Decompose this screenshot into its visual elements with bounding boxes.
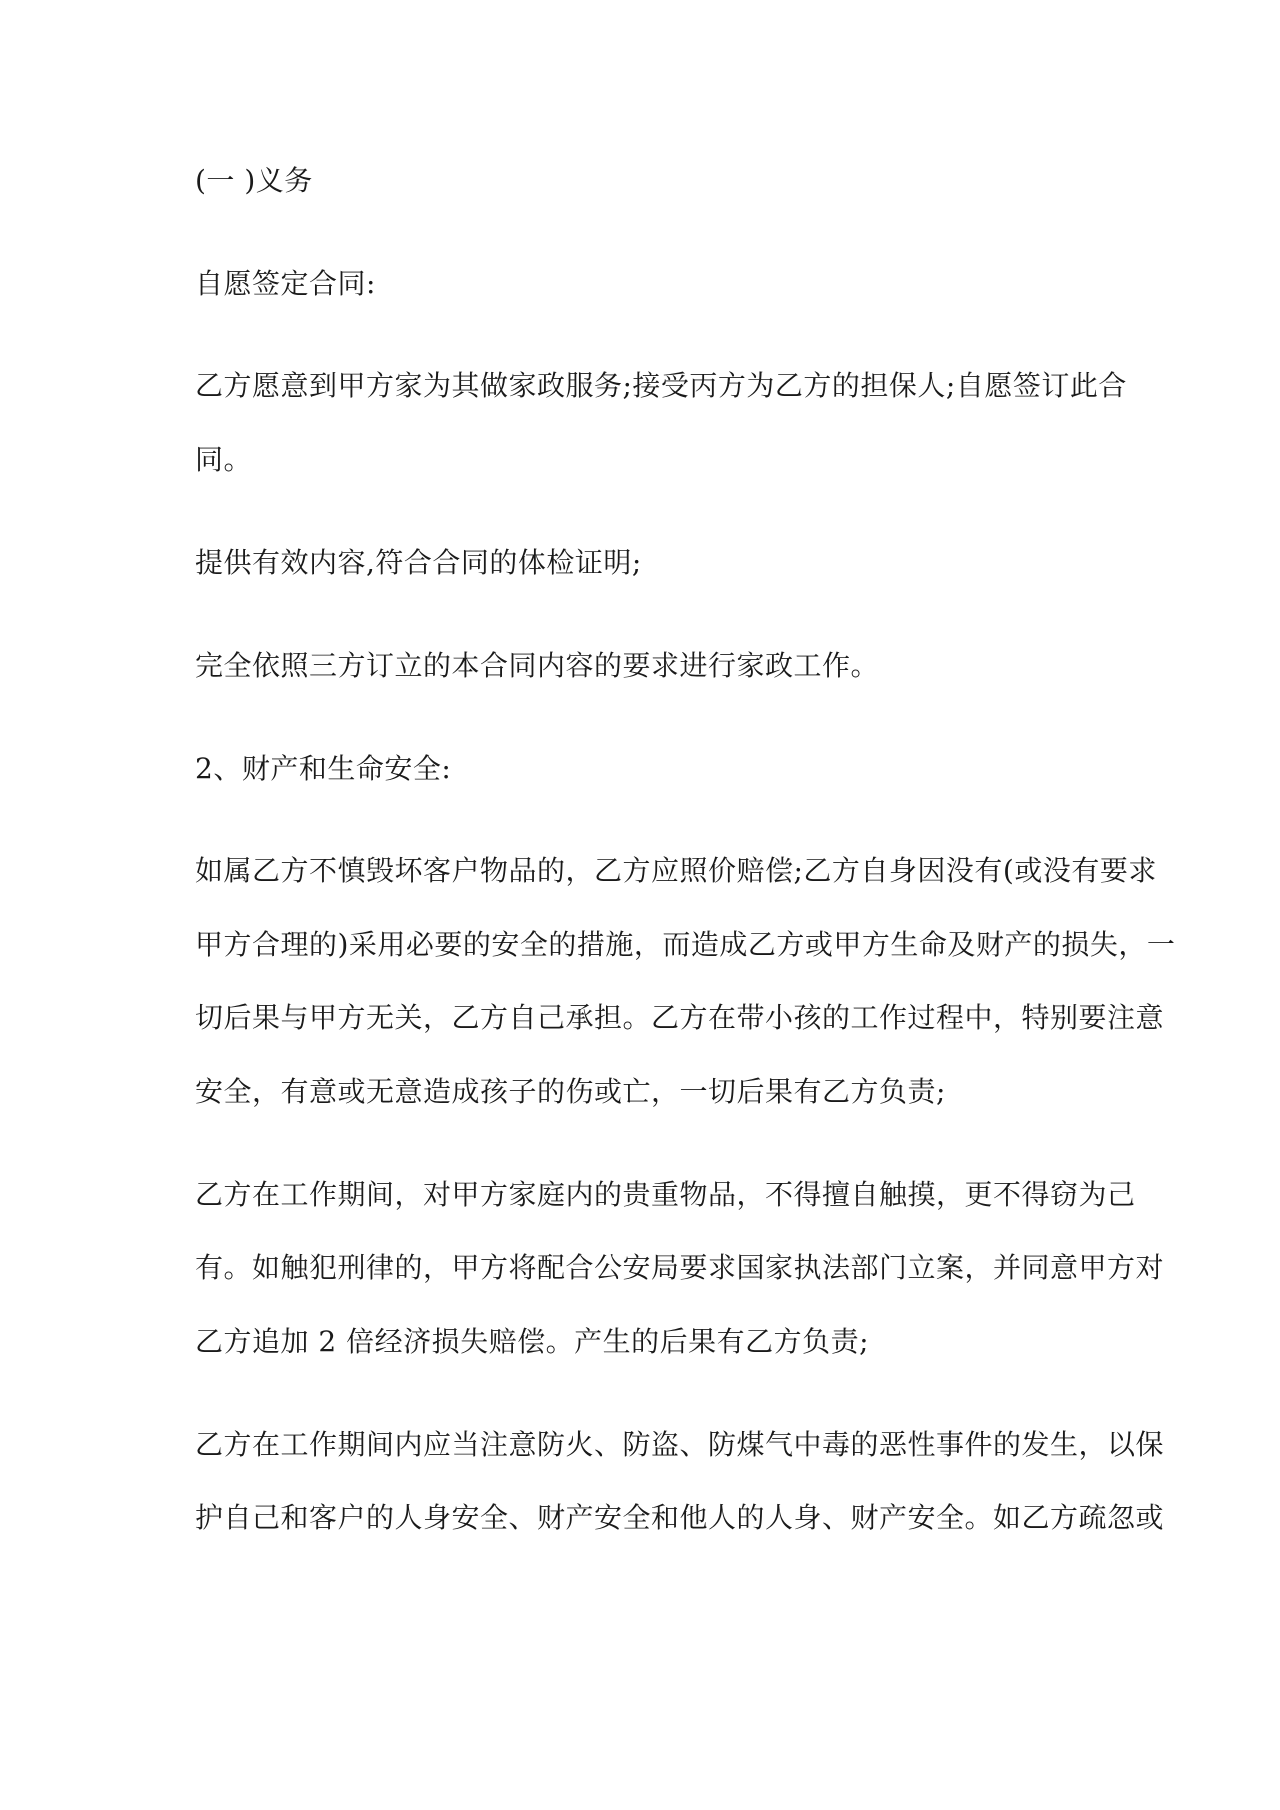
paragraph-line: 同。	[195, 443, 253, 476]
section-heading-obligations: (一 )义务	[195, 164, 313, 197]
paragraph-line: 乙方在工作期间内应当注意防火、防盗、防煤气中毒的恶性事件的发生，以保	[195, 1428, 1165, 1461]
paragraph-line: 切后果与甲方无关，乙方自己承担。乙方在带小孩的工作过程中，特别要注意	[195, 1001, 1165, 1034]
paragraph-line: 提供有效内容,符合合同的体检证明;	[195, 546, 642, 579]
paragraph-line: 安全，有意或无意造成孩子的伤或亡，一切后果有乙方负责;	[195, 1075, 946, 1108]
paragraph-line: 自愿签定合同:	[195, 267, 376, 300]
paragraph-line: 如属乙方不慎毁坏客户物品的，乙方应照价赔偿;乙方自身因没有(或没有要求	[195, 854, 1157, 887]
paragraph-line: 完全依照三方订立的本合同内容的要求进行家政工作。	[195, 649, 880, 682]
paragraph-line: 甲方合理的)采用必要的安全的措施，而造成乙方或甲方生命及财产的损失，一	[195, 928, 1176, 961]
paragraph-line: 有。如触犯刑律的，甲方将配合公安局要求国家执法部门立案，并同意甲方对	[195, 1251, 1165, 1284]
paragraph-line: 护自己和客户的人身安全、财产安全和他人的人身、财产安全。如乙方疏忽或	[195, 1501, 1165, 1534]
section-heading-safety: 2、财产和生命安全:	[195, 752, 452, 785]
paragraph-line: 乙方追加 2 倍经济损失赔偿。产生的后果有乙方负责;	[195, 1325, 870, 1358]
paragraph-line: 乙方愿意到甲方家为其做家政服务;接受丙方为乙方的担保人;自愿签订此合	[195, 369, 1127, 402]
paragraph-line: 乙方在工作期间，对甲方家庭内的贵重物品，不得擅自触摸，更不得窃为己	[195, 1178, 1136, 1211]
